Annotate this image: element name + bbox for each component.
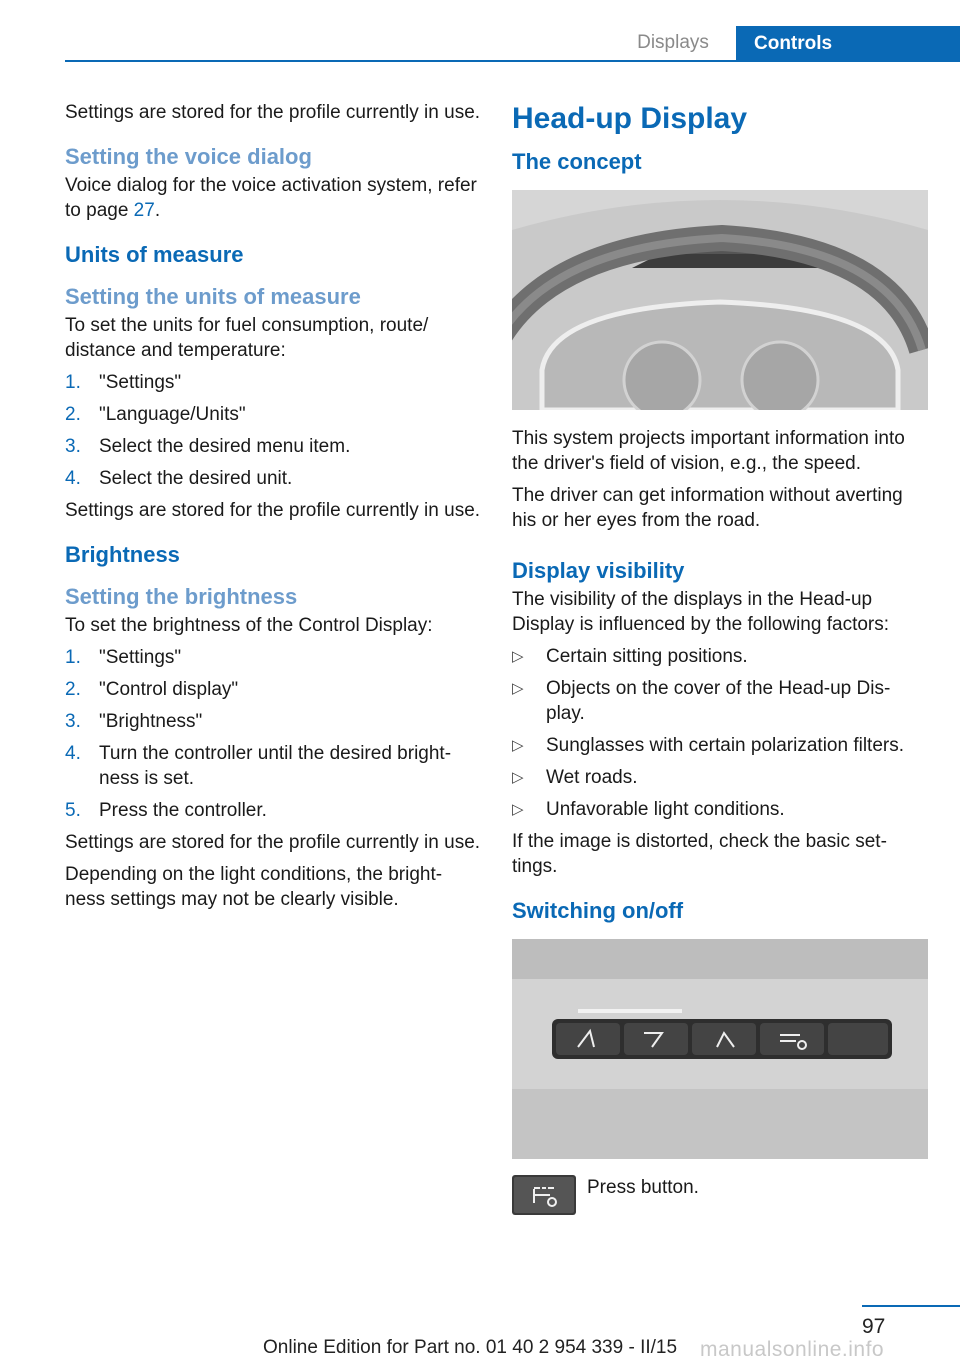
header-section-displays[interactable]: Displays [637,32,709,53]
dashboard-drawing [512,190,928,410]
units-text: To set the units for fuel consumption, route/ distance and temperature: [65,315,429,361]
step-number: 1. [65,372,81,393]
concept-text-2: The driver can get information without averting his or her eyes from the road. [512,485,903,531]
edition-text: Online Edition for Part no. 01 40 2 954 339 - II/15 [263,1337,678,1358]
step-text: "Language/Units" [99,404,246,425]
distorted-text: If the image is distorted, check the basic set‐ tings. [512,831,887,877]
hud-button-icon[interactable] [512,1175,576,1215]
step-text: "Settings" [99,372,182,393]
list-item [512,765,928,790]
step-number: 1. [65,647,81,668]
brightness-heading: Brightness [65,542,180,567]
voice-dialog-text-start: Voice dialog for the voice activation system, refer to page [65,175,477,221]
left-column [65,100,481,919]
footer-rule [862,1305,960,1307]
list-item [512,644,928,669]
visibility-factors [512,644,928,822]
switch-heading: Switching on/off [512,898,684,923]
units-after-text: Settings are stored for the profile currently in use. [65,500,481,521]
step-number: 3. [65,711,81,732]
step-text: Press the controller. [99,800,267,821]
list-item [65,709,481,734]
visibility-text: The visibility of the displays in the Head-up Display is influenced by the following factors: [512,589,890,635]
step-text: Turn the controller until the desired bright‐ ness is set. [99,743,452,789]
triangle-bullet-icon: ▷ [512,801,524,818]
brightness-subheading: Setting the brightness [65,584,298,609]
list-item [65,677,481,702]
voice-dialog-text-end: . [154,200,161,221]
step-number: 4. [65,743,81,764]
units-steps [65,370,481,491]
units-subheading: Setting the units of measure [65,284,361,309]
step-number: 5. [65,800,81,821]
factor-text: Unfavorable light conditions. [546,799,785,820]
voice-dialog-heading: Setting the voice dialog [65,144,312,169]
triangle-bullet-icon: ▷ [512,769,524,786]
button-panel-illustration [512,939,928,1159]
step-number: 2. [65,404,81,425]
triangle-bullet-icon: ▷ [512,648,524,665]
page-link-27[interactable]: 27 [133,200,155,221]
step-text: "Settings" [99,647,182,668]
brightness-note: Depending on the light conditions, the bright‐ ness settings may not be clearly visible. [65,864,443,910]
list-item [65,466,481,491]
list-item [65,741,481,791]
voice-dialog-text [65,173,481,223]
step-text: "Brightness" [99,711,203,732]
list-item [65,370,481,395]
hud-dashboard-illustration [512,190,928,410]
step-text: "Control display" [99,679,239,700]
step-number: 2. [65,679,81,700]
visibility-heading: Display visibility [512,558,685,583]
list-item [65,798,481,823]
triangle-bullet-icon: ▷ [512,680,524,697]
list-item [512,676,928,726]
press-button-row [512,1175,928,1215]
page-number: 97 [862,1315,886,1338]
intro-text: Settings are stored for the profile currently in use. [65,102,481,123]
list-item [512,797,928,822]
brightness-after-text: Settings are stored for the profile currently in use. [65,832,481,853]
concept-text-1: This system projects important information into the driver's field of vision, e.g., the speed. [512,428,905,474]
concept-heading: The concept [512,149,642,174]
step-text: Select the desired menu item. [99,436,351,457]
factor-text: Certain sitting positions. [546,646,748,667]
right-column [512,100,928,1215]
brightness-text: To set the brightness of the Control Display: [65,615,433,636]
step-text: Select the desired unit. [99,468,293,489]
list-item [65,434,481,459]
list-item [512,733,928,758]
button-panel-drawing [512,939,928,1159]
step-number: 3. [65,436,81,457]
header-rule [65,60,960,62]
list-item [65,645,481,670]
factor-text: Wet roads. [546,767,638,788]
factor-text: Sunglasses with certain polarization filters. [546,735,905,756]
press-button-text: Press button. [587,1177,699,1198]
hud-title: Head-up Display [512,102,748,135]
triangle-bullet-icon: ▷ [512,737,524,754]
step-number: 4. [65,468,81,489]
units-heading: Units of measure [65,242,244,267]
watermark: manualsonline.info [700,1338,885,1361]
brightness-steps [65,645,481,823]
header-chapter-controls[interactable]: Controls [736,26,960,62]
list-item [65,402,481,427]
factor-text: Objects on the cover of the Head-up Dis‐ play. [546,678,891,724]
